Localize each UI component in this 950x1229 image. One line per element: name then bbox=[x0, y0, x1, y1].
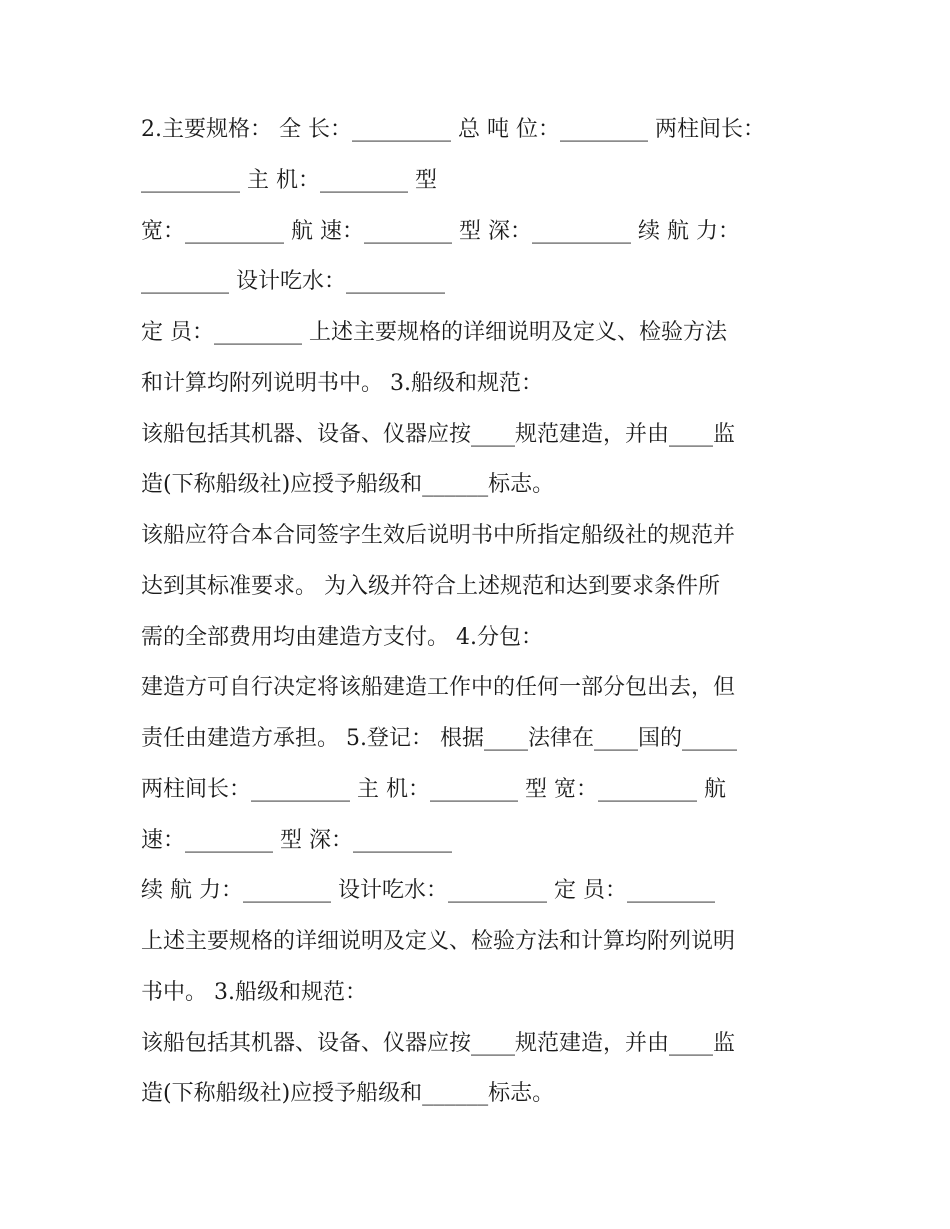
doc-line-17: 上述主要规格的详细说明及定义、检验方法和计算均附列说明 bbox=[141, 929, 736, 954]
doc-line-3: 宽：_________ 航 速：________ 型 深：_________ 续 航 力： bbox=[141, 219, 740, 244]
doc-line-2: _________ 主 机：________ 型 bbox=[141, 168, 437, 193]
doc-line-14: 两柱间长：_________ 主 机：________ 型 宽：_________ 航 bbox=[141, 777, 726, 802]
doc-line-9: 该船应符合本合同签字生效后说明书中所指定船级社的规范并 bbox=[141, 523, 736, 548]
doc-line-10: 达到其标准要求。 为入级并符合上述规范和达到要求条件所 bbox=[141, 574, 720, 599]
doc-line-12: 建造方可自行决定将该船建造工作中的任何一部分包出去，但 bbox=[141, 675, 736, 700]
doc-line-18: 书中。 3.船级和规范： bbox=[141, 980, 367, 1005]
doc-line-6: 和计算均附列说明书中。 3.船级和规范： bbox=[141, 371, 543, 396]
doc-line-15: 速：________ 型 深：_________ bbox=[141, 828, 452, 853]
doc-line-11: 需的全部费用均由建造方支付。 4.分包： bbox=[141, 625, 543, 650]
doc-line-4: ________ 设计吃水：_________ bbox=[141, 269, 445, 294]
doc-line-19: 该船包括其机器、设备、仪器应按____规范建造，并由____监 bbox=[141, 1031, 736, 1056]
doc-line-16: 续 航 力：________ 设计吃水：_________ 定 员：________ bbox=[141, 878, 715, 903]
doc-line-1: 2.主要规格： 全 长：_________ 总 吨 位：________ 两柱间长： bbox=[141, 117, 765, 142]
doc-line-7: 该船包括其机器、设备、仪器应按____规范建造，并由____监 bbox=[141, 422, 736, 447]
doc-line-5: 定 员：________ 上述主要规格的详细说明及定义、检验方法 bbox=[141, 320, 727, 345]
doc-line-13: 责任由建造方承担。 5.登记： 根据____法律在____国的_____ bbox=[141, 726, 737, 751]
doc-line-20: 造(下称船级社)应授予船级和______标志。 bbox=[141, 1081, 555, 1106]
doc-line-8: 造(下称船级社)应授予船级和______标志。 bbox=[141, 472, 555, 497]
